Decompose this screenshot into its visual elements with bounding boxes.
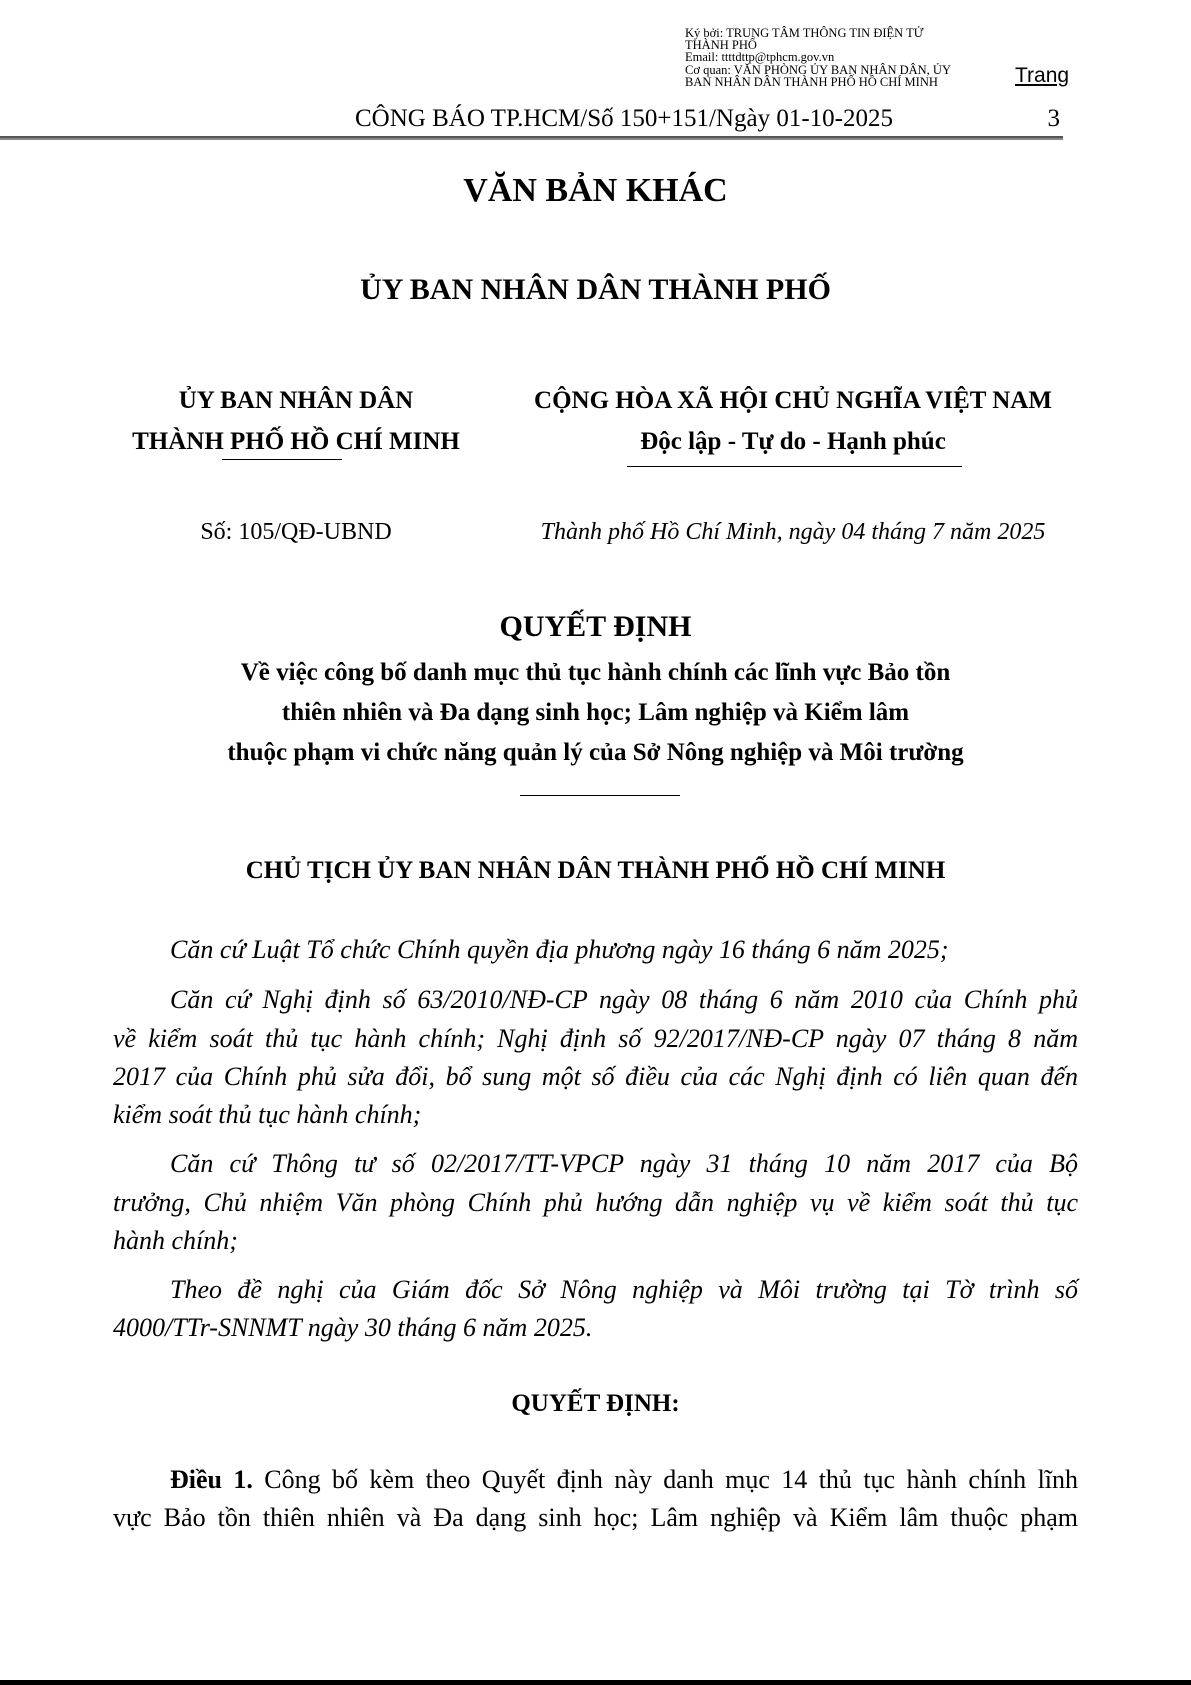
preamble-line: về kiểm soát thủ tục hành chính; Nghị định số 92/2017/NĐ-CP ngày 07 tháng 8 năm	[113, 1024, 1078, 1053]
preamble-line: Căn cứ Thông tư số 02/2017/TT-VPCP ngày 31 tháng 10 năm 2017 của Bộ	[170, 1149, 1078, 1178]
preamble-line: 4000/TTr-SNNMT ngày 30 tháng 6 năm 2025.	[113, 1313, 593, 1342]
issuer-line-2: THÀNH PHỐ HỒ CHÍ MINH	[132, 428, 460, 455]
preamble-line: Theo đề nghị của Giám đốc Sở Nông nghiệp và Môi trường tại Tờ trình số	[170, 1275, 1078, 1304]
decision-subtitle-line: thuộc phạm vi chức năng quản lý của Sở Nông nghiệp và Môi trường	[227, 739, 964, 766]
decision-subtitle-line: Về việc công bố danh mục thủ tục hành chính các lĩnh vực Bảo tồn	[240, 659, 951, 686]
decides-heading: QUYẾT ĐỊNH:	[511, 1390, 680, 1417]
signature-line: BAN NHÂN DÂN THÀNH PHỐ HỒ CHÍ MINH	[685, 74, 938, 89]
national-motto: Độc lập - Tự do - Hạnh phúc	[640, 428, 946, 455]
preamble-line: 2017 của Chính phủ sửa đổi, bổ sung một số điều của các Nghị định có liên quan đến	[113, 1062, 1078, 1091]
issuer-block	[96, 380, 496, 462]
decision-subtitle-line: thiên nhiên và Đa dạng sinh học; Lâm nghiệp và Kiểm lâm	[281, 699, 910, 726]
preamble-line: hành chính;	[113, 1226, 238, 1255]
article-1-label: Điều 1.	[170, 1465, 253, 1494]
preamble-line: Căn cứ Nghị định số 63/2010/NĐ-CP ngày 08 tháng 6 năm 2010 của Chính phủ	[170, 985, 1078, 1014]
authority-heading: CHỦ TỊCH ỦY BAN NHÂN DÂN THÀNH PHỐ HỒ CHÍ MINH	[245, 857, 946, 884]
signature-line: THÀNH PHỐ	[685, 38, 757, 53]
place-date: Thành phố Hồ Chí Minh, ngày 04 tháng 7 năm 2025	[540, 519, 1046, 545]
signature-line: Ký bởi: TRUNG TÂM THÔNG TIN ĐIỆN TỬ	[685, 26, 924, 40]
article-1-text: Công bố kèm theo Quyết định này danh mục 14 thủ tục hành chính lĩnh	[252, 1465, 1079, 1494]
preamble-line: kiểm soát thủ tục hành chính;	[113, 1100, 422, 1129]
page-number: 3	[1047, 105, 1060, 132]
header-divider	[0, 136, 1063, 140]
preamble-line: Căn cứ Luật Tổ chức Chính quyền địa phương ngày 16 tháng 6 năm 2025;	[170, 935, 949, 964]
page-bottom-edge	[0, 1680, 1191, 1685]
subtitle-divider	[520, 795, 680, 796]
digital-signature-stamp	[685, 27, 1005, 88]
preamble-line: trưởng, Chủ nhiệm Văn phòng Chính phủ hướng dẫn nghiệp vụ về kiểm soát thủ tục	[113, 1188, 1078, 1217]
trang-link[interactable]: Trang	[1015, 64, 1070, 87]
issuer-underline	[222, 459, 342, 460]
issuer-line-1: ỦY BAN NHÂN DÂN	[178, 387, 414, 414]
article-1-line	[170, 1465, 1078, 1495]
signature-line: Cơ quan: VĂN PHÒNG ỦY BAN NHÂN DÂN, ỦY	[685, 62, 951, 77]
decision-title: QUYẾT ĐỊNH	[499, 610, 692, 643]
gazette-title: CÔNG BÁO TP.HCM/Số 150+151/Ngày 01-10-2025	[355, 105, 893, 132]
national-title: CỘNG HÒA XÃ HỘI CHỦ NGHĨA VIỆT NAM	[534, 387, 1052, 414]
section-title: VĂN BẢN KHÁC	[463, 172, 728, 209]
national-motto-block	[493, 380, 1093, 462]
document-number: Số: 105/QĐ-UBND	[200, 519, 392, 545]
signature-line: Email: ttttdttp@tphcm.gov.vn	[685, 50, 835, 65]
issuer-title: ỦY BAN NHÂN DÂN THÀNH PHỐ	[360, 273, 831, 306]
motto-underline	[627, 466, 962, 467]
article-1-line: vực Bảo tồn thiên nhiên và Đa dạng sinh học; Lâm nghiệp và Kiểm lâm thuộc phạm	[113, 1503, 1078, 1532]
